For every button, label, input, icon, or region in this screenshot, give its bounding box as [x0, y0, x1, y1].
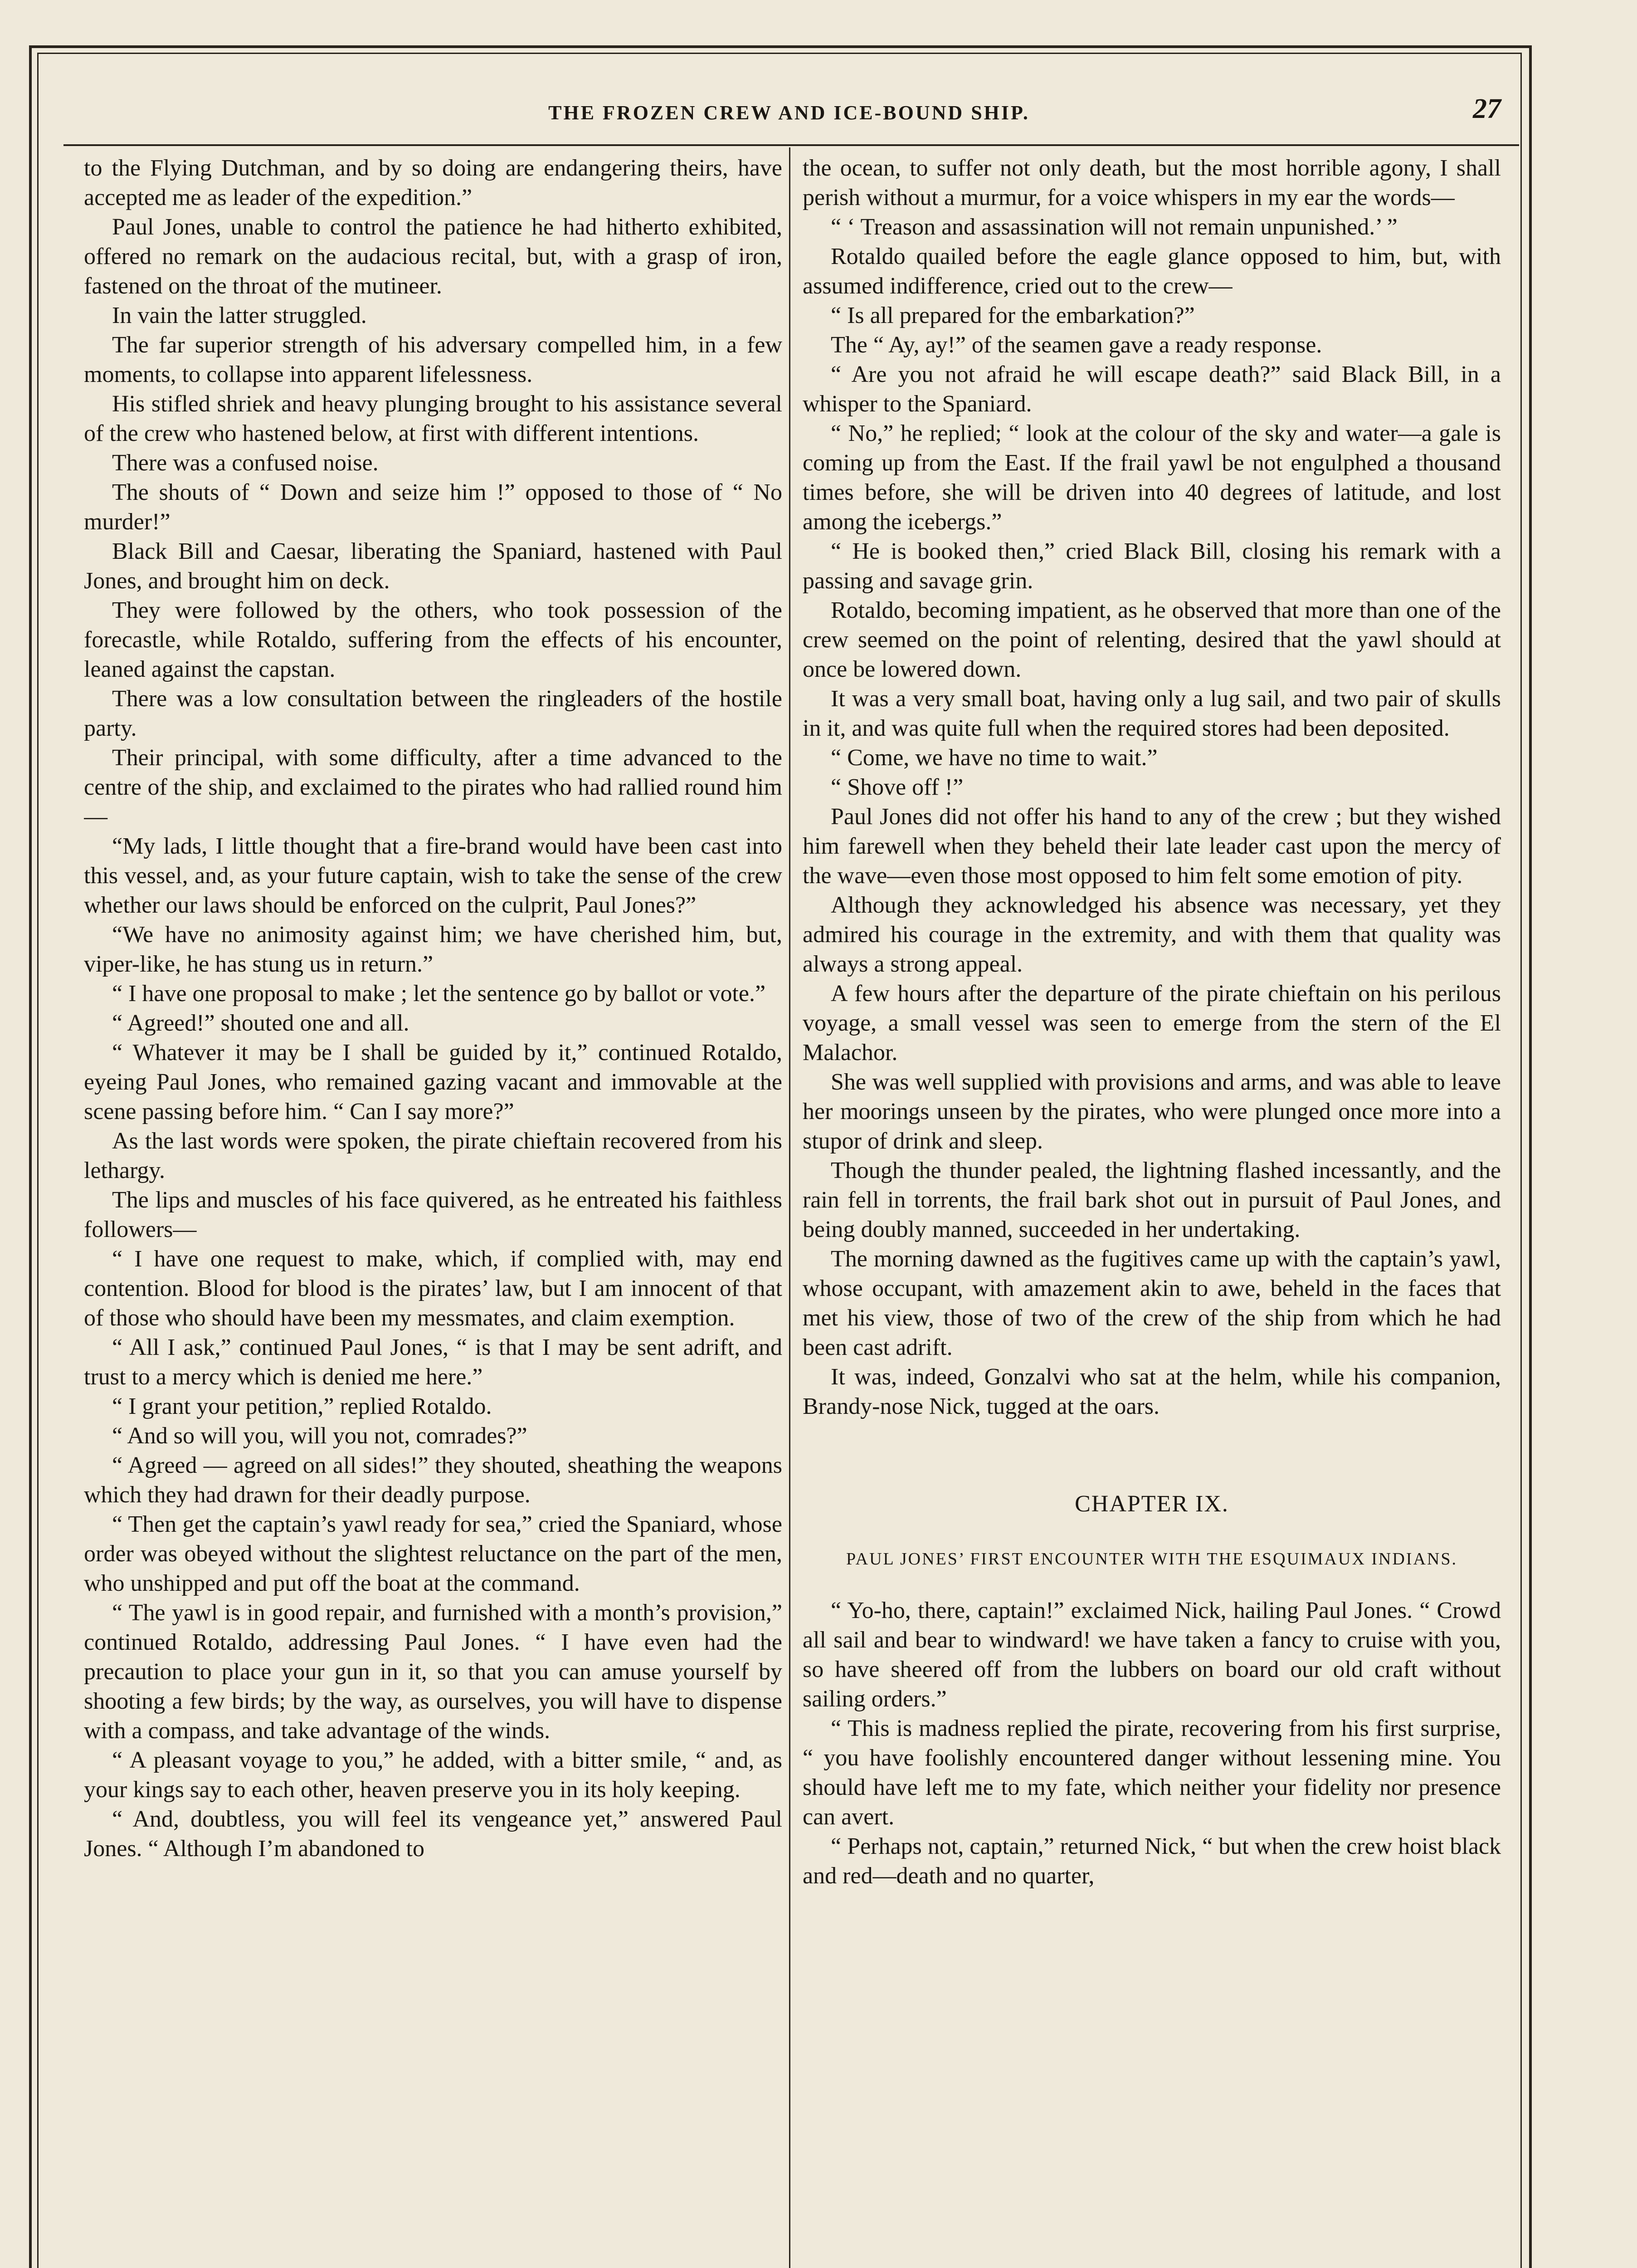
paragraph: “ Perhaps not, captain,” returned Nick, “ but when the crew hoist black and red—death and no quarter,	[803, 1833, 1501, 1889]
paragraph: A few hours after the departure of the pirate chieftain on his perilous voyage, a small vessel was seen to emerge from the stern of the El Malachor.	[803, 981, 1501, 1066]
paragraph: Paul Jones did not offer his hand to any of the crew ; but they wished him farewell when they beheld their late leader cast upon the mercy of the wave—even those most opposed to him felt some emotion of pity.	[803, 804, 1501, 889]
paragraph: “ ‘ Treason and assassination will not remain unpunished.’ ”	[831, 214, 1398, 240]
paragraph: “ He is booked then,” cried Black Bill, closing his remark with a passing and savage grin.	[803, 538, 1501, 594]
paragraph: “ Agreed!” shouted one and all.	[112, 1010, 409, 1036]
paragraph: to the Flying Dutchman, and by so doing are endangering theirs, have accepted me as leader of the expedition.”	[84, 155, 782, 210]
chapter-subtitle: PAUL JONES’ FIRST ENCOUNTER WITH THE ESQUIMAUX INDIANS.	[846, 1549, 1457, 1569]
paragraph: “ And, doubtless, you will feel its vengeance yet,” answered Paul Jones. “ Although I’m abandoned to	[84, 1806, 782, 1862]
paragraph: There was a confused noise.	[112, 450, 379, 476]
running-header	[63, 93, 1515, 134]
paragraph: As the last words were spoken, the pirate chieftain recovered from his lethargy.	[84, 1128, 782, 1183]
chapter-heading: CHAPTER IX.	[1075, 1491, 1229, 1517]
paragraph: The shouts of “ Down and seize him !” opposed to those of “ No murder!”	[84, 479, 782, 535]
paragraph: The “ Ay, ay!” of the seamen gave a ready response.	[831, 332, 1322, 358]
left-column	[84, 153, 782, 2268]
paragraph: Rotaldo quailed before the eagle glance opposed to him, but, with assumed indifference, cried out to the crew—	[803, 244, 1501, 299]
paragraph: “ I grant your petition,” replied Rotaldo.	[112, 1393, 492, 1419]
paragraph: Their principal, with some difficulty, after a time advanced to the centre of the ship, and exclaimed to the pirates who had rallied round him—	[84, 745, 782, 830]
paragraph: “ Whatever it may be I shall be guided by it,” continued Rotaldo, eyeing Paul Jones, who remained gazing vacant and immovable at the scene passing before him. “ Can I say more?”	[84, 1040, 782, 1124]
running-title: THE FROZEN CREW AND ICE-BOUND SHIP.	[548, 102, 1030, 124]
paragraph: “ The yawl is in good repair, and furnished with a month’s provision,” continued Rotaldo, addressing Paul Jones. “ I have even had the precaution to place your gun in it, so that you can amuse yourself by shooting a few birds; by the way, as ourselves, you will have to dispense with a compass, and take advantage of the winds.	[84, 1600, 782, 1744]
paragraph: In vain the latter struggled.	[112, 303, 367, 328]
paragraph: “ Is all prepared for the embarkation?”	[831, 303, 1195, 328]
right-column	[803, 153, 1501, 2268]
paragraph: “ Come, we have no time to wait.”	[831, 745, 1158, 771]
paragraph: “ All I ask,” continued Paul Jones, “ is that I may be sent adrift, and trust to a mercy which is denied me here.”	[84, 1334, 782, 1390]
paragraph: There was a low consultation between the ringleaders of the hostile party.	[84, 686, 782, 741]
paragraph: Black Bill and Caesar, liberating the Spaniard, hastened with Paul Jones, and brought him on deck.	[84, 538, 782, 594]
paragraph: “ No,” he replied; “ look at the colour of the sky and water—a gale is coming up from the East. If the frail yawl be not engulphed a thousand times before, she will be driven into 40 degrees of latitude, and lost among the icebergs.”	[803, 420, 1501, 535]
paragraph: Although they acknowledged his absence was necessary, yet they admired his courage in the extremity, and with them that quality was always a strong appeal.	[803, 892, 1501, 977]
paragraph: the ocean, to suffer not only death, but the most horrible agony, I shall perish without a murmur, for a voice whispers in my ear the words—	[803, 155, 1501, 210]
paragraph: It was a very small boat, having only a lug sail, and two pair of skulls in it, and was quite full when the required stores had been deposited.	[803, 686, 1501, 741]
paragraph: The far superior strength of his adversary compelled him, in a few moments, to collapse into apparent lifelessness.	[84, 332, 782, 387]
page-number: 27	[1473, 93, 1501, 124]
paragraph: “ Agreed — agreed on all sides!” they shouted, sheathing the weapons which they had drawn for their deadly purpose.	[84, 1452, 782, 1508]
paragraph: “ I have one proposal to make ; let the sentence go by ballot or vote.”	[112, 981, 766, 1007]
paragraph: It was, indeed, Gonzalvi who sat at the helm, while his companion, Brandy-nose Nick, tugged at the oars.	[803, 1364, 1501, 1419]
paragraph: Though the thunder pealed, the lightning flashed incessantly, and the rain fell in torrents, the frail bark shot out in pursuit of Paul Jones, and being doubly manned, succeeded in her undertaking.	[803, 1158, 1501, 1242]
paragraph: Paul Jones, unable to control the patience he had hitherto exhibited, offered no remark on the audacious recital, but, with a grasp of iron, fastened on the throat of the mutineer.	[84, 214, 782, 299]
paragraph: “ Yo-ho, there, captain!” exclaimed Nick, hailing Paul Jones. “ Crowd all sail and bear to windward! we have taken a fancy to cruise with you, so have sheered off from the lubbers on board our old craft without sailing orders.”	[803, 1598, 1501, 1712]
paragraph: “ I have one request to make, which, if complied with, may end contention. Blood for blood is the pirates’ law, but I am innocent of that of those who should have been my messmates, and claim exemption.	[84, 1246, 782, 1331]
paragraph: The lips and muscles of his face quivered, as he entreated his faithless followers—	[84, 1187, 782, 1242]
paragraph: “We have no animosity against him; we have cherished him, but, viper-like, he has stung us in return.”	[84, 922, 782, 977]
paragraph: “ A pleasant voyage to you,” he added, with a bitter smile, “ and, as your kings say to each other, heaven preserve you in its holy keeping.	[84, 1747, 782, 1803]
paragraph: Rotaldo, becoming impatient, as he observed that more than one of the crew seemed on the point of relenting, desired that the yawl should at once be lowered down.	[803, 597, 1501, 682]
paragraph: She was well supplied with provisions and arms, and was able to leave her moorings unseen by the pirates, who were plunged once more into a stupor of drink and sleep.	[803, 1069, 1501, 1154]
paragraph: His stifled shriek and heavy plunging brought to his assistance several of the crew who hastened below, at first with different intentions.	[84, 391, 782, 446]
paragraph: “ And so will you, will you not, comrades?”	[112, 1423, 527, 1449]
paragraph: The morning dawned as the fugitives came up with the captain’s yawl, whose occupant, with amazement akin to awe, beheld in the faces that met his view, those of two of the crew of the ship from which he had been cast adrift.	[803, 1246, 1501, 1360]
paragraph: “ This is madness replied the pirate, recovering from his first surprise, “ you have foolishly encountered danger without lessening mine. You should have left me to my fate, which neither your fidelity nor presence can avert.	[803, 1716, 1501, 1830]
column-divider	[789, 147, 790, 2268]
paragraph: “My lads, I little thought that a fire-brand would have been cast into this vessel, and, as your future captain, wish to take the sense of the crew whether our laws should be enforced on the culprit, Paul Jones?”	[84, 833, 782, 918]
paragraph: “ Are you not afraid he will escape death?” said Black Bill, in a whisper to the Spaniard.	[803, 362, 1501, 417]
paragraph: “ Then get the captain’s yawl ready for sea,” cried the Spaniard, whose order was obeyed without the slightest reluctance on the part of the men, who unshipped and put off the boat at the command.	[84, 1511, 782, 1596]
paragraph: They were followed by the others, who took possession of the forecastle, while Rotaldo, suffering from the effects of his encounter, leaned against the capstan.	[84, 597, 782, 682]
paragraph: “ Shove off !”	[831, 774, 964, 800]
header-rule	[63, 144, 1519, 146]
